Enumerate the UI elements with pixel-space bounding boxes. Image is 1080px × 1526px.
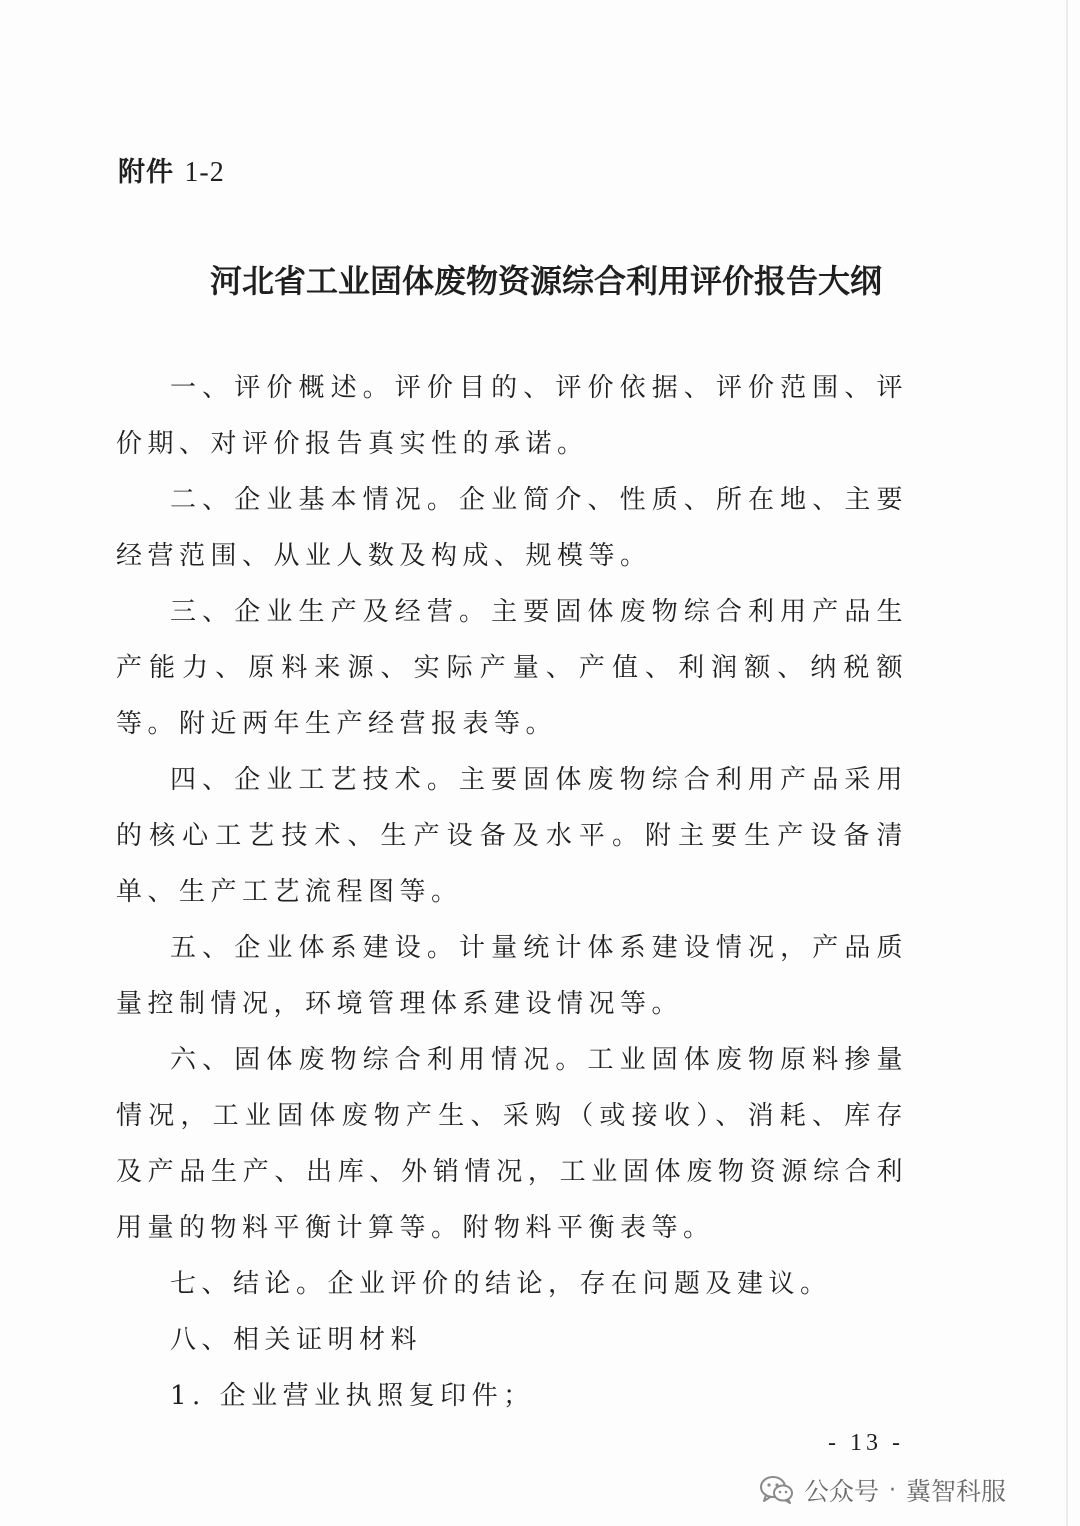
document-body (116, 360, 908, 1424)
watermark-account: 冀智科服 (906, 1477, 1007, 1506)
paragraph-evaluation-overview: 一、评价概述。评价目的、评价依据、评价范围、评价期、对评价报告真实性的承诺。 (116, 373, 908, 459)
watermark-separator: · (889, 1477, 897, 1503)
paragraph-supporting-materials: 八、相关证明材料 (170, 1325, 423, 1355)
list-item-business-license: 1. 企业营业执照复印件； (170, 1381, 535, 1411)
wechat-icon (760, 1475, 794, 1505)
page-edge-shadow (1066, 0, 1068, 1526)
watermark-prefix: 公众号 (804, 1477, 880, 1506)
document-title: 河北省工业固体废物资源综合利用评价报告大纲 (210, 262, 883, 300)
wechat-watermark (760, 1470, 1006, 1510)
attachment-label-text: 附件 (118, 157, 174, 188)
attachment-label (118, 150, 225, 189)
paragraph-waste-utilization: 六、固体废物综合利用情况。工业固体废物原料掺量情况，工业固体废物产生、采购（或接收）、消耗、库存及产品生产、出库、外销情况，工业固体废物资源综合利用量的物料平衡计算等。附物料平衡表等。 (116, 1045, 908, 1243)
paragraph-system-building: 五、企业体系建设。计量统计体系建设情况，产品质量控制情况，环境管理体系建设情况等。 (116, 933, 908, 1019)
paragraph-enterprise-basics: 二、企业基本情况。企业简介、性质、所在地、主要经营范围、从业人数及构成、规模等。 (116, 485, 908, 571)
paragraph-conclusion: 七、结论。企业评价的结论，存在问题及建议。 (170, 1269, 832, 1299)
paragraph-process-technology: 四、企业工艺技术。主要固体废物综合利用产品采用的核心工艺技术、生产设备及水平。附主要生产设备清单、生产工艺流程图等。 (116, 765, 908, 907)
paragraph-production-operation: 三、企业生产及经营。主要固体废物综合利用产品生产能力、原料来源、实际产量、产值、利润额、纳税额等。附近两年生产经营报表等。 (116, 597, 908, 739)
page-number: - 13 - (828, 1430, 904, 1456)
attachment-number: 1-2 (184, 157, 225, 188)
